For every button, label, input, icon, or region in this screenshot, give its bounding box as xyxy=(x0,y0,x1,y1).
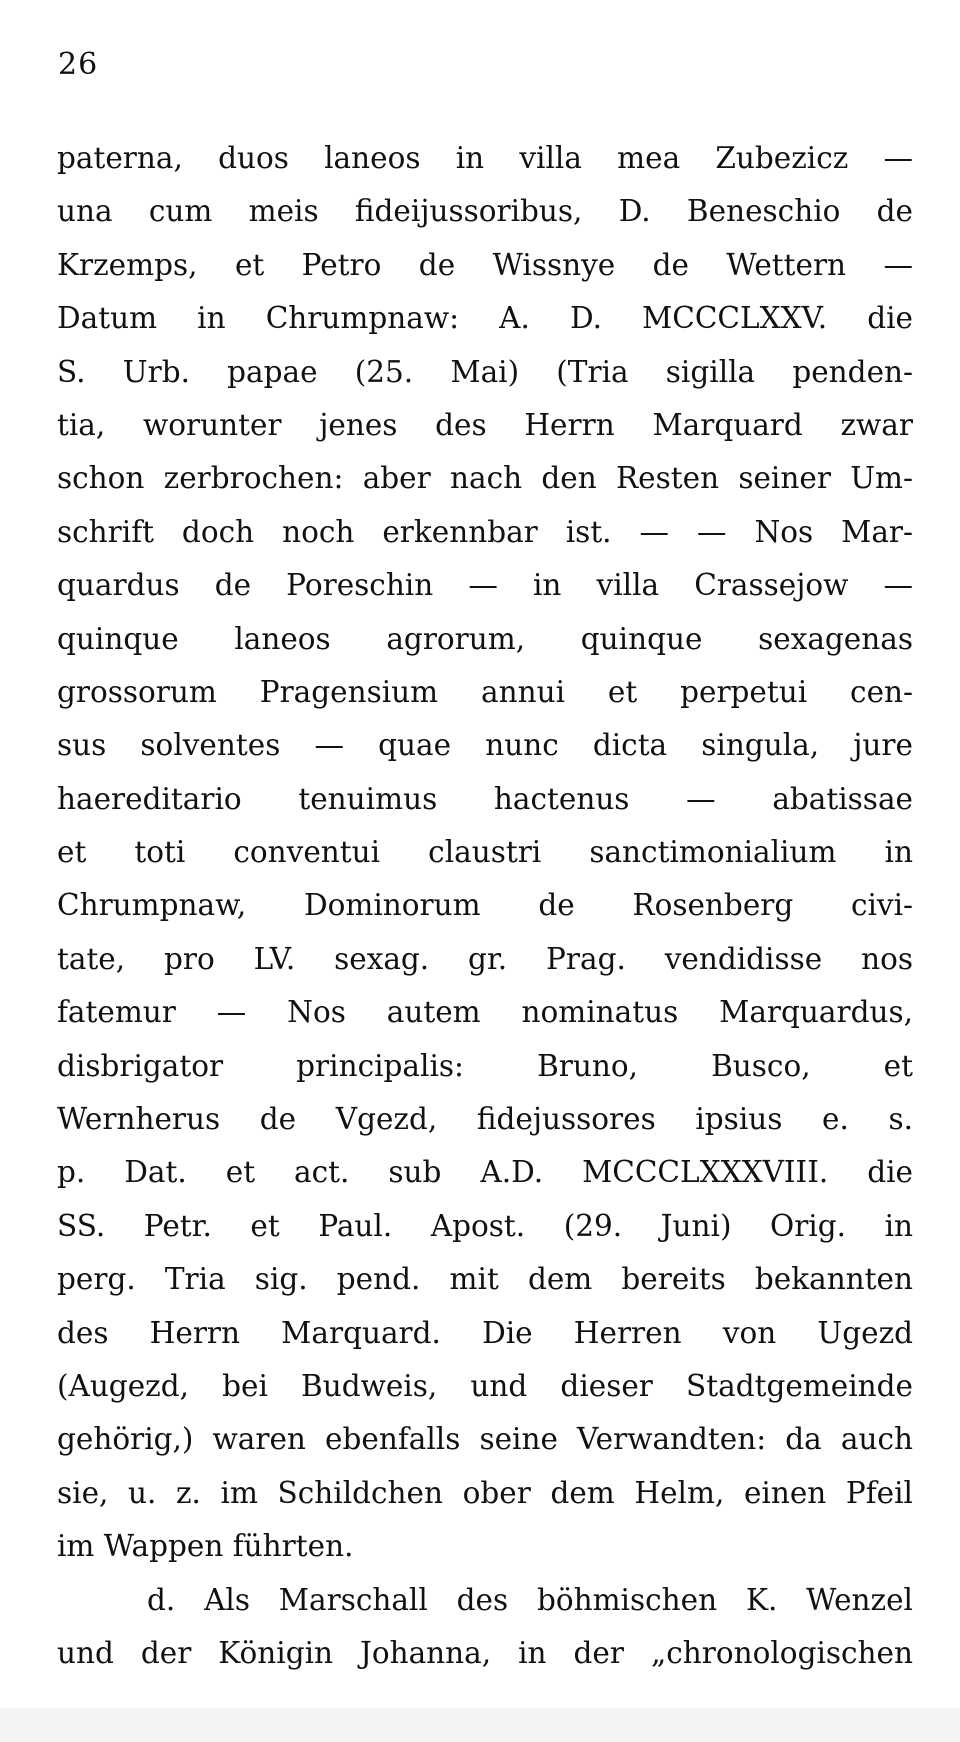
text-line: sus solventes — quae nunc dicta singula, jure xyxy=(57,728,913,763)
text-line: grossorum Pragensium annui et perpetui cen- xyxy=(57,674,913,709)
text-line: (Augezd, bei Budweis, und dieser Stadtgemeinde xyxy=(57,1368,913,1403)
text-line: Wernherus de Vgezd, fidejussores ipsius e. s. xyxy=(57,1102,913,1137)
text-line: disbrigator principalis: Bruno, Busco, et xyxy=(57,1048,913,1083)
text-line: perg. Tria sig. pend. mit dem bereits bekannten xyxy=(57,1262,913,1297)
text-line: et toti conventui claustri sanctimonialium in xyxy=(57,835,913,870)
text-line: Chrumpnaw, Dominorum de Rosenberg civi- xyxy=(57,888,913,923)
text-line: Krzemps, et Petro de Wissnye de Wettern — xyxy=(57,247,913,282)
text-line: im Wappen führten. xyxy=(57,1529,354,1564)
text-line: schrift doch noch erkennbar ist. — — Nos Mar- xyxy=(57,514,913,549)
text-line: tia, worunter jenes des Herrn Marquard zwar xyxy=(57,407,913,442)
text-line: tate, pro LV. sexag. gr. Prag. vendidisse nos xyxy=(57,941,913,976)
text-line: una cum meis fideijussoribus, D. Beneschio de xyxy=(57,194,913,229)
text-line: des Herrn Marquard. Die Herren von Ugezd xyxy=(57,1315,913,1350)
page-number: 26 xyxy=(58,47,99,82)
text-line: SS. Petr. et Paul. Apost. (29. Juni) Orig. in xyxy=(57,1208,913,1243)
text-line: fatemur — Nos autem nominatus Marquardus, xyxy=(57,995,913,1030)
text-line: p. Dat. et act. sub A.D. MCCCLXXXVIII. die xyxy=(57,1155,913,1190)
text-line: Datum in Chrumpnaw: A. D. MCCCLXXV. die xyxy=(57,301,913,336)
text-line: gehörig,) waren ebenfalls seine Verwandten: da auch xyxy=(57,1422,913,1457)
body-text xyxy=(57,132,913,1680)
text-line: sie, u. z. im Schildchen ober dem Helm, einen Pfeil xyxy=(57,1475,913,1510)
text-line: S. Urb. papae (25. Mai) (Tria sigilla penden- xyxy=(57,354,913,389)
text-line: haereditario tenuimus hactenus — abatissae xyxy=(57,781,913,816)
text-line: d. Als Marschall des böhmischen K. Wenzel xyxy=(147,1582,913,1617)
text-line: und der Königin Johanna, in der „chronologischen xyxy=(57,1635,913,1670)
page-bottom-edge xyxy=(0,1708,960,1742)
text-line: schon zerbrochen: aber nach den Resten seiner Um- xyxy=(57,461,913,496)
text-line: quinque laneos agrorum, quinque sexagenas xyxy=(57,621,913,656)
text-line: quardus de Poreschin — in villa Crassejow — xyxy=(57,568,913,603)
text-line: paterna, duos laneos in villa mea Zubezicz — xyxy=(57,141,913,175)
